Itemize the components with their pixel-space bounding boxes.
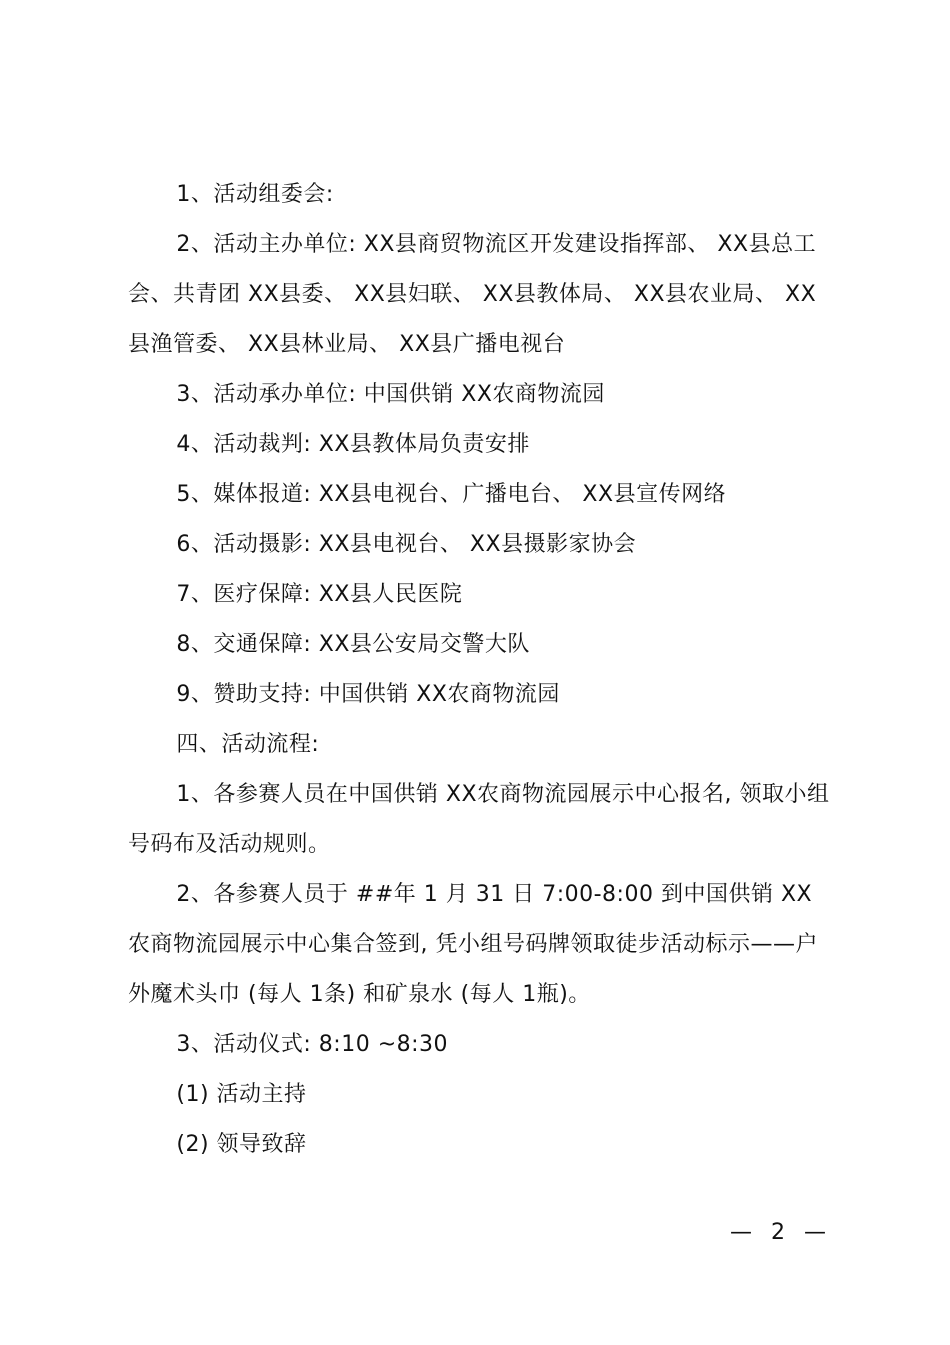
paragraph-sponsor: 9、赞助支持: 中国供销 XX农商物流园	[176, 682, 560, 707]
paragraph-organizer: 3、活动承办单位: 中国供销 XX农商物流园	[176, 382, 605, 407]
paragraph-ceremony: 3、活动仪式: 8:10 ~8:30	[176, 1032, 449, 1057]
paragraph-leader-speech: (2) 领导致辞	[176, 1132, 307, 1157]
section-heading-activity-process: 四、活动流程:	[176, 732, 320, 757]
paragraph-organizing-committee: 1、活动组委会:	[176, 182, 334, 207]
paragraph-host-speech: (1) 活动主持	[176, 1082, 307, 1107]
paragraph-photography: 6、活动摄影: XX县电视台、 XX县摄影家协会	[176, 532, 637, 557]
paragraph-medical: 7、医疗保障: XX县人民医院	[176, 582, 463, 607]
paragraph-referee: 4、活动裁判: XX县教体局负责安排	[176, 432, 530, 457]
page-number: — 2 —	[730, 1220, 832, 1245]
document-body	[128, 170, 833, 1170]
paragraph-check-in: 2、各参赛人员于 ##年 1 月 31 日 7:00-8:00 到中国供销 XX农商物流园展示中心集合签到, 凭小组号码牌领取徒步活动标示——户外魔术头巾 (每人 1条) 和矿泉水 (每人 1瓶)。	[128, 882, 818, 1007]
paragraph-media: 5、媒体报道: XX县电视台、广播电台、 XX县宣传网络	[176, 482, 727, 507]
paragraph-registration: 1、各参赛人员在中国供销 XX农商物流园展示中心报名, 领取小组号码布及活动规则。	[128, 782, 830, 857]
paragraph-traffic: 8、交通保障: XX县公安局交警大队	[176, 632, 530, 657]
paragraph-host-units: 2、活动主办单位: XX县商贸物流区开发建设指挥部、 XX县总工会、共青团 XX县委、 XX县妇联、 XX县教体局、 XX县农业局、 XX县渔管委、 XX县林业局、 XX县广播电视台	[128, 232, 817, 357]
